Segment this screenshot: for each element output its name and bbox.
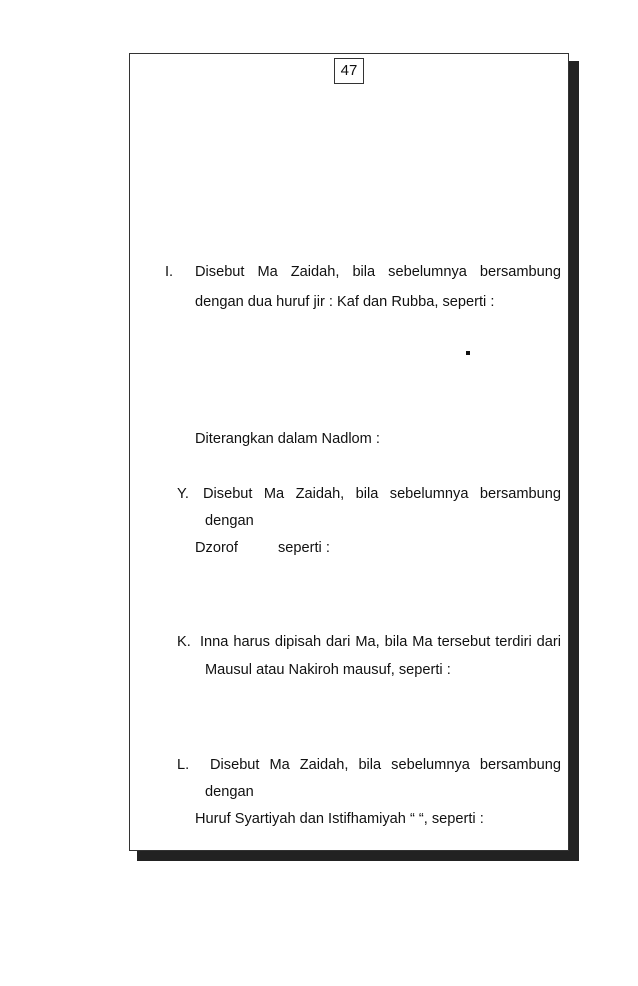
section-l-line1: Disebut Ma Zaidah, bila sebelumnya bersambung xyxy=(210,757,561,773)
section-l-line3: Huruf Syartiyah dan Istifhamiyah “ “, seperti : xyxy=(195,811,484,827)
dot-mark xyxy=(466,351,470,355)
section-k-line2: Mausul atau Nakiroh mausuf, seperti : xyxy=(205,662,451,678)
section-y-marker: Y. xyxy=(177,486,189,502)
section-k-line1: Inna harus dipisah dari Ma, bila Ma tersebut terdiri dari xyxy=(200,634,561,650)
section-i-line1: Disebut Ma Zaidah, bila sebelumnya bersambung xyxy=(195,264,561,280)
page-number: 47 xyxy=(334,58,364,84)
page-frame xyxy=(129,53,569,851)
section-l-marker: L. xyxy=(177,757,190,773)
section-k-marker: K. xyxy=(177,634,191,650)
section-y-line3b: seperti : xyxy=(278,540,330,556)
section-i-marker: I. xyxy=(165,264,174,280)
section-y-line2: dengan xyxy=(205,513,254,529)
section-i-line3: Diterangkan dalam Nadlom : xyxy=(195,431,380,447)
section-l-line2: dengan xyxy=(205,784,254,800)
section-i-line2: dengan dua huruf jir : Kaf dan Rubba, seperti : xyxy=(195,294,495,310)
section-y-line1: Disebut Ma Zaidah, bila sebelumnya bersambung xyxy=(203,486,561,502)
section-y-line3a: Dzorof xyxy=(195,540,238,556)
